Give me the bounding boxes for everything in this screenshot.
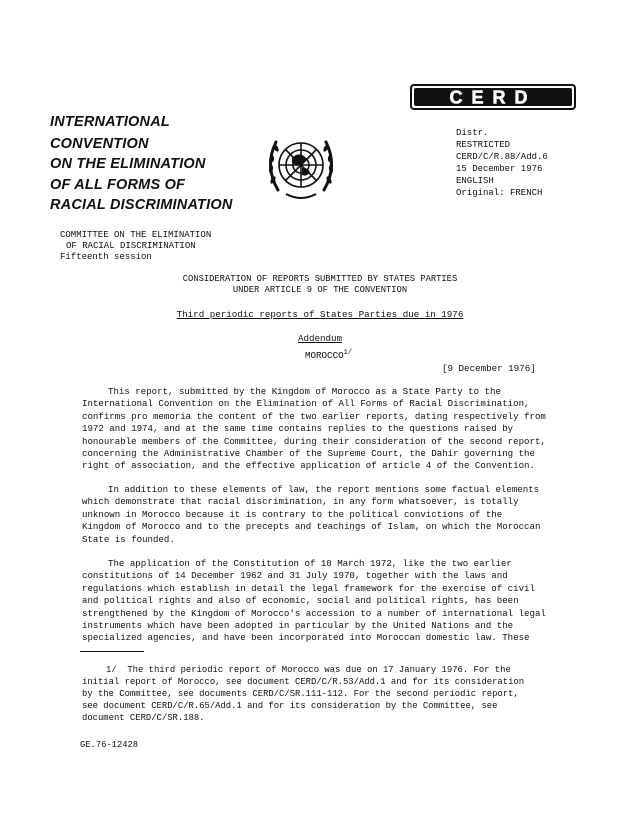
paragraph-line: regulations which establish in detail the legal framework for the exercise of civil bbox=[82, 582, 535, 594]
submission-date: [9 December 1976] bbox=[442, 363, 536, 374]
paragraph-2 bbox=[82, 484, 550, 546]
heading-line-1: CONSIDERATION OF REPORTS SUBMITTED BY STATES PARTIES bbox=[182, 274, 458, 284]
paragraph-line: The application of the Constitution of 10 March 1972, like the two earlier bbox=[108, 558, 512, 569]
paragraph-line: Kingdom of Morocco and to the precepts and teachings of Islam, on which the Moroccan bbox=[82, 521, 541, 533]
paragraph-line: State is founded. bbox=[82, 533, 175, 545]
paragraph-line: honourable members of the Committee, during their consideration of the second report, bbox=[82, 435, 546, 447]
footnote-line: by the Committee, see documents CERD/C/SR.111-112. For the second periodic report, bbox=[82, 689, 519, 699]
cerd-logo bbox=[410, 84, 576, 110]
title-line-3: ON THE ELIMINATION bbox=[50, 156, 206, 172]
report-subtitle: Third periodic reports of States Parties due in 1976 bbox=[176, 309, 464, 320]
title-line-1: INTERNATIONAL bbox=[50, 114, 170, 130]
title-line-4: OF ALL FORMS OF bbox=[50, 177, 186, 193]
report-heading bbox=[140, 274, 500, 296]
paragraph-line: In addition to these elements of law, the report mentions some factual elements bbox=[108, 484, 540, 495]
addendum-label: Addendum bbox=[297, 333, 343, 344]
footnote-marker: 1/ bbox=[106, 665, 117, 675]
footnote bbox=[82, 664, 550, 724]
paragraph-3 bbox=[82, 558, 550, 645]
paragraph-line: strengthened by the Kingdom of Morocco's accession to a number of international legal bbox=[82, 607, 546, 619]
committee-line-2: OF RACIAL DISCRIMINATION bbox=[66, 241, 196, 251]
paragraph-line: instruments which have been adopted in particular by the United Nations and the bbox=[82, 620, 514, 632]
paragraph-line: and political rights and also of economic, social and political rights, has been bbox=[82, 595, 519, 607]
footnote-line: see document CERD/C/R.65/Add.1 and for its consideration by the Committee, see bbox=[82, 701, 498, 711]
distribution-block bbox=[456, 127, 548, 199]
distr-restriction: RESTRICTED bbox=[456, 140, 511, 150]
paragraph-line: specialized agencies, and have been incorporated into Moroccan domestic law. These bbox=[82, 632, 530, 644]
country-footnote-ref[interactable]: 1/ bbox=[343, 349, 353, 357]
session-label: Fifteenth session bbox=[60, 252, 152, 262]
cerd-logo-text: CERD bbox=[449, 87, 537, 108]
paragraph-line: 1972 and 1974, and at the same time contains replies to the questions raised by bbox=[82, 423, 514, 435]
paragraph-line: right of association, and the effective application of article 4 of the Convention. bbox=[82, 460, 535, 472]
original-language: Original: FRENCH bbox=[456, 188, 543, 198]
paragraph-line: constitutions of 14 December 1962 and 31 July 1970, together with the laws and bbox=[82, 570, 508, 582]
title-line-5: RACIAL DISCRIMINATION bbox=[50, 197, 233, 213]
committee-line-1: COMMITTEE ON THE ELIMINATION bbox=[60, 230, 212, 240]
footnote-rule bbox=[80, 651, 144, 652]
paragraph-line: which demonstrate that racial discrimination, in any form whatsoever, is totally bbox=[82, 496, 519, 508]
footnote-line: document CERD/C/SR.188. bbox=[82, 713, 205, 723]
un-emblem bbox=[258, 124, 344, 210]
country-heading bbox=[305, 349, 352, 361]
footnote-line: initial report of Morocco, see document CERD/C/R.53/Add.1 and for its consideration bbox=[82, 677, 525, 687]
document-language: ENGLISH bbox=[456, 176, 494, 186]
heading-line-2: UNDER ARTICLE 9 OF THE CONVENTION bbox=[232, 285, 408, 295]
paragraph-1 bbox=[82, 386, 550, 473]
paragraph-line: This report, submitted by the Kingdom of Morocco as a State Party to the bbox=[108, 386, 501, 397]
paragraph-line: concerning the Administrative Chamber of the Supreme Court, the Dahir governing the bbox=[82, 448, 535, 460]
paragraph-line: International Convention on the Elimination of All Forms of Racial Discrimination, bbox=[82, 398, 530, 410]
document-symbol: CERD/C/R.88/Add.6 bbox=[456, 152, 548, 162]
committee-block bbox=[60, 230, 211, 263]
paragraph-line: unknown in Morocco because it is contrary to the political convictions of the bbox=[82, 508, 503, 520]
footnote-text: The third periodic report of Morocco was due on 17 January 1976. For the bbox=[127, 665, 511, 675]
country-name: MOROCCO bbox=[305, 350, 344, 362]
paragraph-line: confirms pro memoria the content of the two earlier reports, dating respectively from bbox=[82, 410, 546, 422]
title-line-2: CONVENTION bbox=[50, 136, 149, 152]
job-number: GE.76-12428 bbox=[80, 740, 139, 750]
distr-label: Distr. bbox=[456, 128, 489, 138]
footnote-first-line bbox=[82, 664, 550, 676]
document-date: 15 December 1976 bbox=[456, 164, 543, 174]
